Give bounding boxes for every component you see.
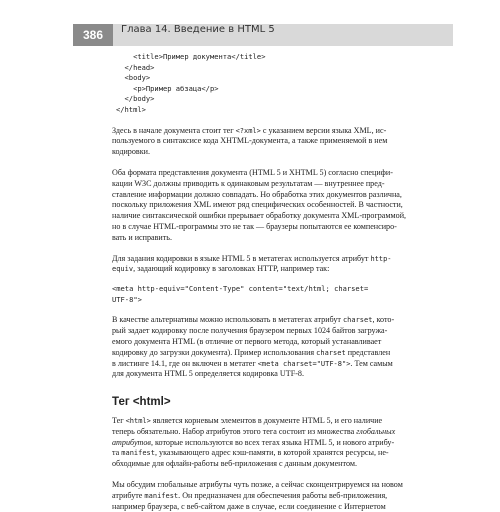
text-line: емого документа HTML (в отличие от первого метода, который устанавливает [112, 336, 382, 346]
paragraph-manifest [112, 480, 448, 512]
text-line: Мы обсудим глобальные атрибуты чуть позже, а сейчас сконцентрируемся на новом [112, 480, 403, 490]
inline-code: manifest [144, 491, 179, 500]
code-line: </head> [116, 62, 155, 72]
text-line: но в случае HTML-программы это не так — браузеры попытаются ее компенсиро- [112, 221, 397, 231]
text-line: кодировки. [112, 147, 150, 157]
text-line: Оба формата представления документа (HTML 5 и XHTML 5) согласно специфи- [112, 167, 393, 177]
text-line: В качестве альтернативы можно использовать в метатегах атрибут charset, кото- [112, 315, 395, 325]
text-line: пользуемого в синтаксисе кода XHTML-документа, а также применяемой в нем [112, 136, 388, 146]
code-block-meta [112, 284, 448, 305]
text-line: вать и исправить. [112, 232, 173, 242]
inline-code: http- [370, 254, 392, 263]
page-body [112, 52, 448, 512]
code-line: </html> [116, 104, 146, 114]
paragraph-formats [112, 168, 448, 244]
paragraph-html-tag [112, 416, 448, 470]
italic-term: глобальных [356, 426, 396, 436]
text-line: equiv, задающий кодировку в заголовках HTTP, например так: [112, 264, 330, 274]
code-line: <title>Пример документа</title> [116, 52, 266, 61]
section-heading-html-tag: Тег <html> [112, 396, 171, 409]
italic-term: атрибутов [112, 437, 151, 447]
inline-code: <html> [125, 417, 151, 426]
paragraph-xml-declaration [112, 126, 448, 158]
text-line: Тег <html> является корневым элементов в документе HTML 5, и его наличие [112, 416, 383, 426]
text-line: ставление информации должно совпадать. Но обработка этих документов различна, [112, 189, 402, 199]
code-line: <body> [116, 73, 151, 83]
paragraph-charset [112, 315, 448, 380]
text-line: кации W3C должны приводить к одинаковым результатам — внутреннее пред- [112, 178, 385, 188]
text-line: Здесь в начале документа стоит тег <?xml> с указанием версии языка XML, ис- [112, 125, 387, 135]
text-line: кодировку до загрузки документа). Пример использования charset представлен [112, 347, 391, 357]
page-number: 386 [73, 24, 113, 46]
text-line: теперь обязательно. Набор атрибутов этого тега состоит из множества глобальных [112, 426, 396, 436]
code-line: <meta http-equiv="Content-Type" content="text/html; charset= [112, 284, 369, 294]
code-line: <p>Пример абзаца</p> [116, 83, 219, 93]
paragraph-encoding [112, 254, 448, 276]
text-line: для документа HTML 5 определяется кодировка UTF-8. [112, 369, 304, 379]
text-line: обходимые для офлайн-работы веб-приложения с данным документом. [112, 459, 357, 469]
code-block-html-tail [112, 52, 448, 116]
text-line: поскольку приложения XML имеют ряд специфических особенностей. В частности, [112, 200, 403, 210]
text-line: та manifest, указывающего адрес кэш-памяти, в которой хранятся ресурсы, не- [112, 448, 389, 458]
text-line: например браузера, с веб-сайтом даже в случае, если соединение с Интернетом [112, 501, 386, 511]
inline-code: manifest [121, 449, 155, 458]
inline-code: charset [316, 348, 346, 357]
inline-code: <?xml> [235, 126, 261, 135]
text-line: Для задания кодировки в языке HTML 5 в метатегах используется атрибут http- [112, 253, 392, 263]
chapter-title: Глава 14. Введение в HTML 5 [121, 24, 275, 35]
code-line: </body> [116, 94, 155, 104]
text-line: в листинге 14.1, где он включен в метатег <meta charset="UTF-8">. Тем самым [112, 358, 393, 368]
text-line: наличие синтаксической ошибки прерывает обработку документа XML-программой, [112, 211, 407, 221]
inline-code: charset [342, 316, 373, 325]
inline-code: equiv [112, 265, 134, 274]
text-line: атрибутов, которые используются во всех тегах языка HTML 5, и нового атрибу- [112, 437, 395, 447]
text-line: рый задает кодировку после получения браузером первых 1024 байтов загружа- [112, 326, 388, 336]
inline-code: <meta charset="UTF-8"> [257, 359, 351, 368]
code-line: UTF-8"> [112, 294, 142, 304]
text-line: атрибуте manifest. Он предназначен для обеспечения работы веб-приложения, [112, 490, 388, 500]
